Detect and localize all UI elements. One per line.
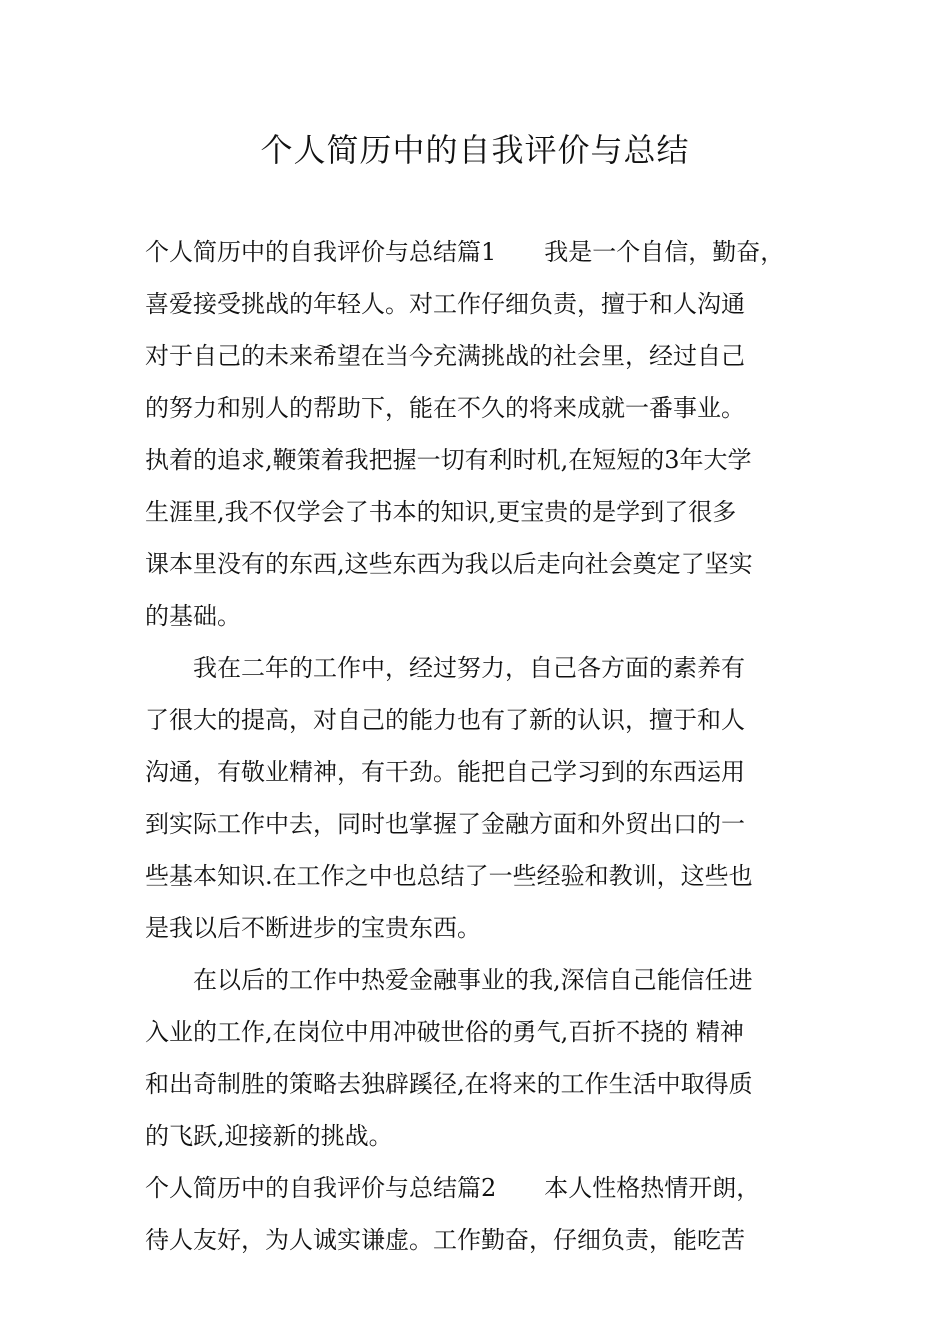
text-line: 课本里没有的东西,这些东西为我以后走向社会奠定了坚实 (145, 550, 753, 578)
text-line: 个人简历中的自我评价与总结篇2 本人性格热情开朗， (145, 1174, 761, 1202)
text-line: 的飞跃,迎接新的挑战。 (145, 1122, 393, 1150)
text-line: 生涯里,我不仅学会了书本的知识,更宝贵的是学到了很多 (145, 498, 737, 526)
document-body (145, 226, 825, 1266)
text-line: 待人友好，为人诚实谦虚。工作勤奋，仔细负责，能吃苦 (145, 1226, 745, 1254)
document-title: 个人简历中的自我评价与总结 (260, 131, 690, 169)
text-line: 执着的追求,鞭策着我把握一切有利时机,在短短的3年大学 (145, 446, 752, 474)
text-line: 是我以后不断进步的宝贵东西。 (145, 914, 481, 942)
text-line: 个人简历中的自我评价与总结篇1 我是一个自信，勤奋， (145, 238, 785, 266)
text-line: 沟通，有敬业精神，有干劲。能把自己学习到的东西运用 (145, 758, 745, 786)
text-line: 和出奇制胜的策略去独辟蹊径,在将来的工作生活中取得质 (145, 1070, 753, 1098)
text-line: 的努力和别人的帮助下，能在不久的将来成就一番事业。 (145, 394, 745, 422)
text-line: 了很大的提高，对自己的能力也有了新的认识，擅于和人 (145, 706, 745, 734)
text-line: 喜爱接受挑战的年轻人。对工作仔细负责，擅于和人沟通 (145, 290, 745, 318)
text-line: 些基本知识.在工作之中也总结了一些经验和教训，这些也 (145, 862, 753, 890)
text-line: 对于自己的未来希望在当今充满挑战的社会里，经过自己 (145, 342, 745, 370)
text-line: 在以后的工作中热爱金融事业的我,深信自己能信任进 (145, 966, 753, 994)
text-line: 到实际工作中去，同时也掌握了金融方面和外贸出口的一 (145, 810, 745, 838)
text-line: 的基础。 (145, 602, 241, 630)
text-line: 我在二年的工作中，经过努力，自己各方面的素养有 (145, 654, 745, 682)
text-line: 入业的工作,在岗位中用冲破世俗的勇气,百折不挠的 精神 (145, 1018, 744, 1046)
